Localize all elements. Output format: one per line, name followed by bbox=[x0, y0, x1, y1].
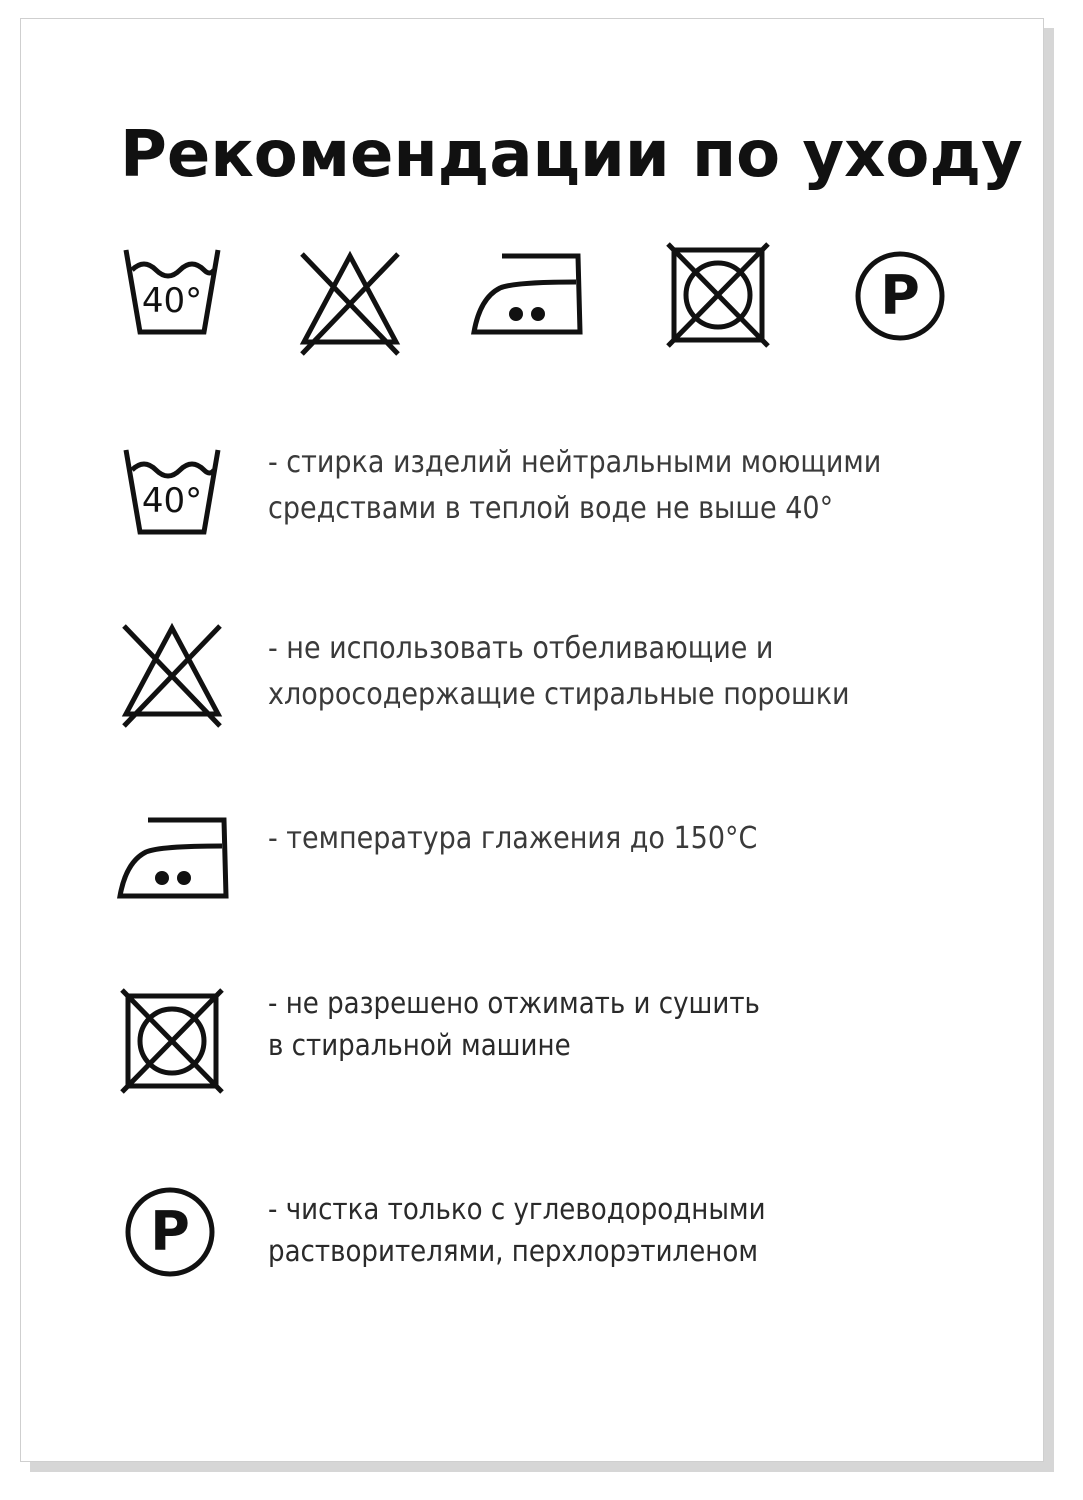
instruction-row-dryclean bbox=[0, 1184, 1083, 1284]
instruction-row-bleach bbox=[0, 620, 1083, 730]
instruction-text bbox=[268, 440, 968, 532]
wash-temp-label: 40° bbox=[141, 281, 203, 321]
no-bleach-icon bbox=[118, 622, 226, 728]
instruction-line-1: - не разрешено отжимать и сушить bbox=[268, 986, 760, 1020]
wash-40-icon bbox=[122, 244, 222, 340]
wash-temp-label: 40° bbox=[141, 481, 203, 521]
dry-clean-letter: P bbox=[880, 264, 920, 327]
instruction-line-2: растворителями, перхлорэтиленом bbox=[268, 1234, 758, 1268]
page-title: Рекомендации по уходу bbox=[120, 118, 1023, 192]
instruction-line-1: - чистка только с углеводородными bbox=[268, 1192, 766, 1226]
iron-two-dots-icon bbox=[116, 814, 232, 898]
instruction-line-1: - не использовать отбеливающие и bbox=[268, 631, 774, 666]
instruction-text bbox=[268, 982, 968, 1066]
instruction-line-1: - стирка изделий нейтральными моющими bbox=[268, 445, 882, 480]
no-tumble-dry-icon bbox=[122, 988, 222, 1094]
instruction-text bbox=[268, 816, 968, 862]
no-tumble-dry-icon bbox=[668, 242, 768, 348]
instruction-row-iron bbox=[0, 812, 1083, 902]
iron-two-dots-icon bbox=[470, 250, 586, 334]
instruction-row-dry bbox=[0, 986, 1083, 1096]
instruction-line-2: средствами в теплой воде не выше 40° bbox=[268, 491, 834, 526]
instruction-line-2: в стиральной машине bbox=[268, 1028, 571, 1062]
dry-clean-letter: P bbox=[150, 1200, 190, 1263]
instruction-line-2: хлоросодержащие стиральные порошки bbox=[268, 677, 850, 712]
dry-clean-p-icon bbox=[854, 250, 946, 342]
instruction-text bbox=[268, 1188, 968, 1272]
instruction-row-wash bbox=[0, 438, 1083, 548]
symbols-row bbox=[0, 238, 1083, 358]
no-bleach-icon bbox=[296, 250, 404, 356]
wash-40-icon bbox=[122, 444, 222, 540]
dry-clean-p-icon bbox=[124, 1186, 216, 1278]
instruction-text bbox=[268, 626, 968, 718]
instruction-line-1: - температура глажения до 150°С bbox=[268, 821, 758, 856]
